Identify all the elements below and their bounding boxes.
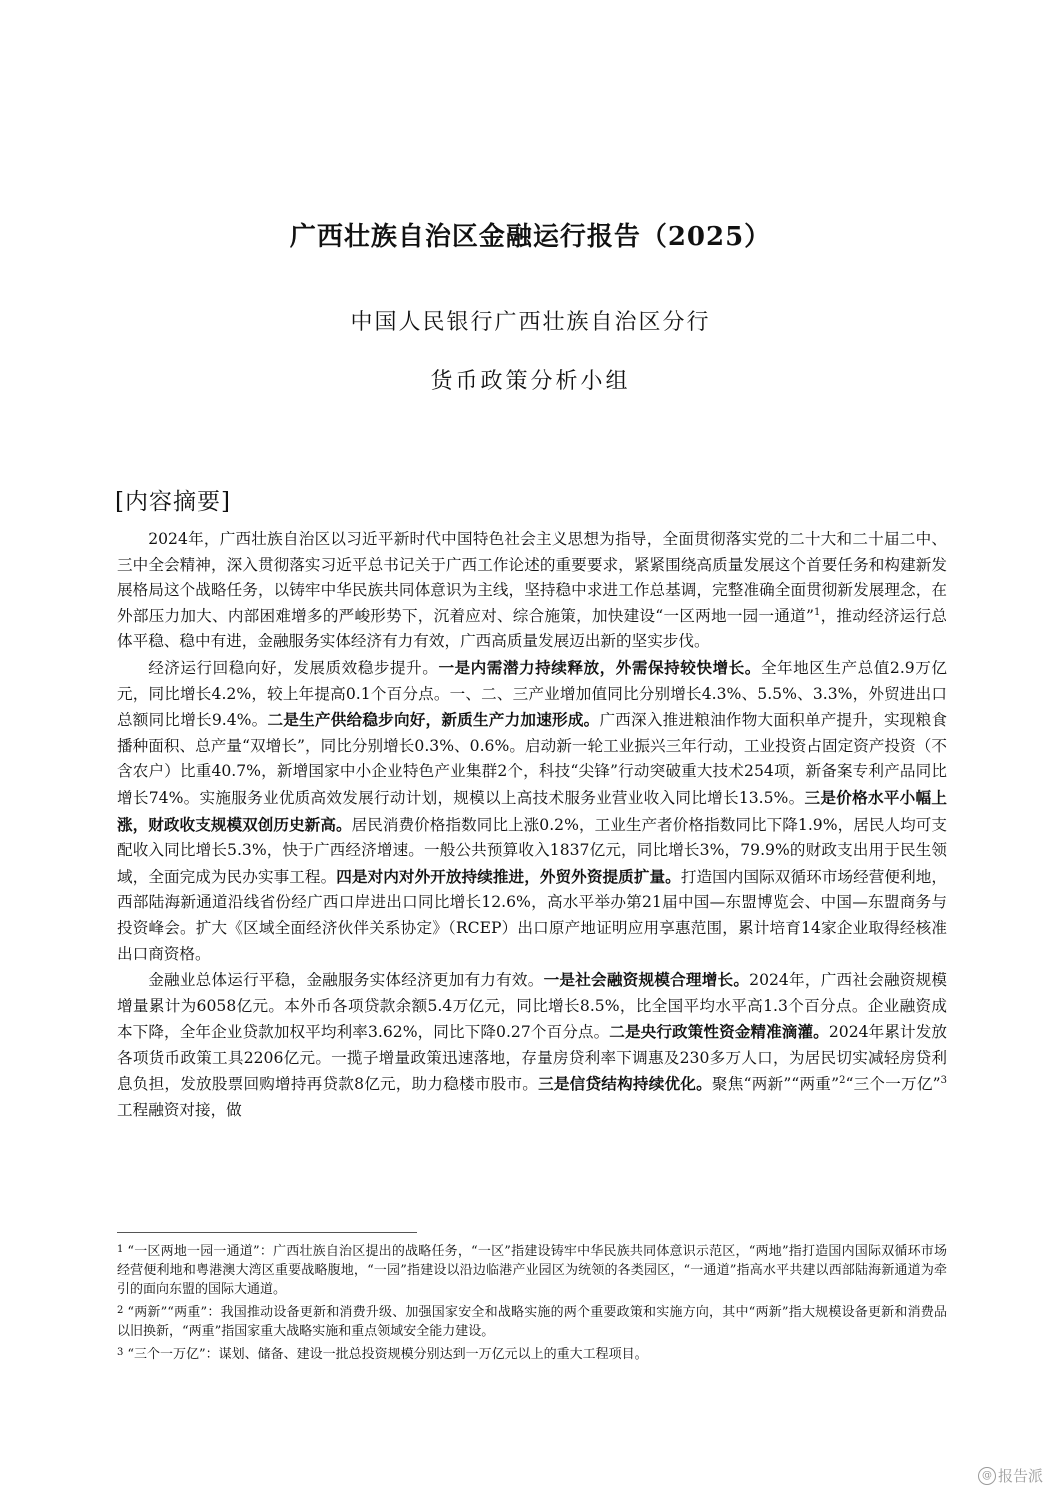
watermark <box>978 1465 1043 1486</box>
paragraph-text: 居民消费价格指数同比上涨0.2%，工业生产者价格指数同比下降1.9%，居民人均可支配收入同比增长5.3%，快于广西经济增速。一般公共预算收入1837亿元，同比增长3%，79.9%的财政支出用于民生领域，全面完成为民办实事工程。 <box>117 815 947 886</box>
paragraph-2 <box>117 655 947 967</box>
paragraph-3 <box>117 967 947 1124</box>
group-name: 货币政策分析小组 <box>430 369 631 394</box>
paragraph-text: 打造国内国际双循环市场经营便利地，西部陆海新通道沿线省份经广西口岸进出口同比增长12.6%，高水平举办第21届中国—东盟博览会、中国—东盟商务与投资峰会。扩大《区域全面经济伙伴关系协定》（RCEP）出口原产地证明应用享惠范围，累计培育14家企业取得经核准出口商资格。 <box>117 867 947 963</box>
paragraph-text: 广西深入推进粮油作物大面积单产提升，实现粮食播种面积、总产量“双增长”，同比分别增长0.3%、0.6%。启动新一轮工业振兴三年行动，工业投资占固定资产投资（不含农户）比重40.7%，新增国家中小企业特色产业集群2个，科技“尖锋”行动突破重大技术254项，新备案专利产品同比增长74%。实施服务业优质高效发展行动计划，规模以上高技术服务业营业收入同比增长13.5%。 <box>117 711 947 807</box>
footnote-1 <box>117 1240 947 1299</box>
abstract-body <box>117 527 947 1124</box>
report-title: 广西壮族自治区金融运行报告（2025） <box>289 222 772 252</box>
watermark-text: 报告派 <box>997 1467 1043 1485</box>
paragraph-text: 聚焦“两新”“两重” <box>711 1075 840 1094</box>
footnote-ref-1[interactable]: 1 <box>813 606 821 618</box>
paragraph-text: 2024年，广西壮族自治区以习近平新时代中国特色社会主义思想为指导，全面贯彻落实党的二十大和二十届二中、三中全会精神，深入贯彻落实习近平总书记关于广西工作论述的重要要求，紧紧围绕高质量发展这个首要任务和构建新发展格局这个战略任务，以铸牢中华民族共同体意识为主线，坚持稳中求进工作总基调，完整准确全面贯彻新发展理念，在外部压力加大、内部困难增多的严峻形势下，沉着应对、综合施策，加快建设“一区两地一园一通道” <box>117 530 947 625</box>
footnote-2 <box>117 1301 947 1341</box>
organization-name: 中国人民银行广西壮族自治区分行 <box>350 310 711 335</box>
footnote-text: “两新”“两重”：我国推动设备更新和消费升级、加强国家安全和战略实施的两个重要政策和实施方向，其中“两新”指大规模设备更新和消费品以旧换新，“两重”指国家重大战略实施和重点领域安全能力建设。 <box>117 1305 947 1339</box>
footnote-number: 3 <box>117 1347 124 1358</box>
paragraph-text: 金融业总体运行平稳，金融服务实体经济更加有力有效。 <box>148 971 544 990</box>
footnote-number: 1 <box>117 1244 124 1255</box>
abstract-heading: [内容摘要] <box>115 489 231 515</box>
paragraph-text: 经济运行回稳向好，发展质效稳步提升。 <box>148 658 439 677</box>
key-point: 三是信贷结构持续优化。 <box>538 1074 712 1094</box>
key-point: 二是央行政策性资金精准滴灌。 <box>609 1022 829 1042</box>
paragraph-text: 2024年，广西社会融资规模增量累计为6058亿元。本外币各项贷款余额5.4万亿元，同比增长8.5%，比全国平均水平高1.3个百分点。企业融资成本下降，全年企业贷款加权平均利率3.62%，同比下降0.27个百分点。 <box>117 971 947 1042</box>
key-point: 四是对内对外开放持续推进，外贸外资提质扩量。 <box>336 866 681 886</box>
paragraph-text: 工程融资对接，做 <box>117 1101 242 1120</box>
key-point: 一是社会融资规模合理增长。 <box>543 970 750 990</box>
key-point: 三是价格水平小幅上涨，财政收支规模双创历史新高。 <box>117 787 947 834</box>
footnote-text: “一区两地一园一通道”：广西壮族自治区提出的战略任务，“一区”指建设铸牢中华民族共同体意识示范区，“两地”指打造国内国际双循环市场经营便利地和粤港澳大湾区重要战略腹地，“一园”指建设以沿边临港产业园区为统领的各类园区，“一通道”指高水平共建以西部陆海新通道为牵引的面向东盟的国际大通道。 <box>117 1244 947 1297</box>
footnote-text: “三个一万亿”：谋划、储备、建设一批总投资规模分别达到一万亿元以上的重大工程项目。 <box>127 1347 648 1362</box>
paragraph-text: 2024年累计发放各项货币政策工具2206亿元。一揽子增量政策迅速落地，存量房贷利率下调惠及230多万人口，为居民切实减轻房贷利息负担，发放股票回购增持再贷款8亿元，助力稳楼市股市。 <box>117 1023 947 1094</box>
paragraph-1 <box>117 527 947 655</box>
key-point: 一是内需潜力持续释放，外需保持较快增长。 <box>438 657 761 677</box>
paragraph-text: ，推动经济运行总体平稳、稳中有进，金融服务实体经济有力有效，广西高质量发展迈出新的坚实步伐。 <box>117 606 947 651</box>
key-point: 二是生产供给稳步向好，新质生产力加速形成。 <box>267 710 600 730</box>
footnote-ref-3[interactable]: 3 <box>940 1075 947 1087</box>
at-icon: @ <box>978 1467 996 1485</box>
footnote-number: 2 <box>117 1305 124 1316</box>
footnotes <box>117 1240 947 1366</box>
footnote-3 <box>117 1343 947 1364</box>
paragraph-text: “三个一万亿” <box>845 1075 941 1094</box>
paragraph-text: 全年地区生产总值2.9万亿元，同比增长4.2%，较上年提高0.1个百分点。一、二、三产业增加值同比分别增长4.3%、5.5%、3.3%，外贸进出口总额同比增长9.4%。 <box>117 658 947 730</box>
footnote-divider <box>117 1232 417 1233</box>
footnote-ref-2[interactable]: 2 <box>839 1075 846 1087</box>
